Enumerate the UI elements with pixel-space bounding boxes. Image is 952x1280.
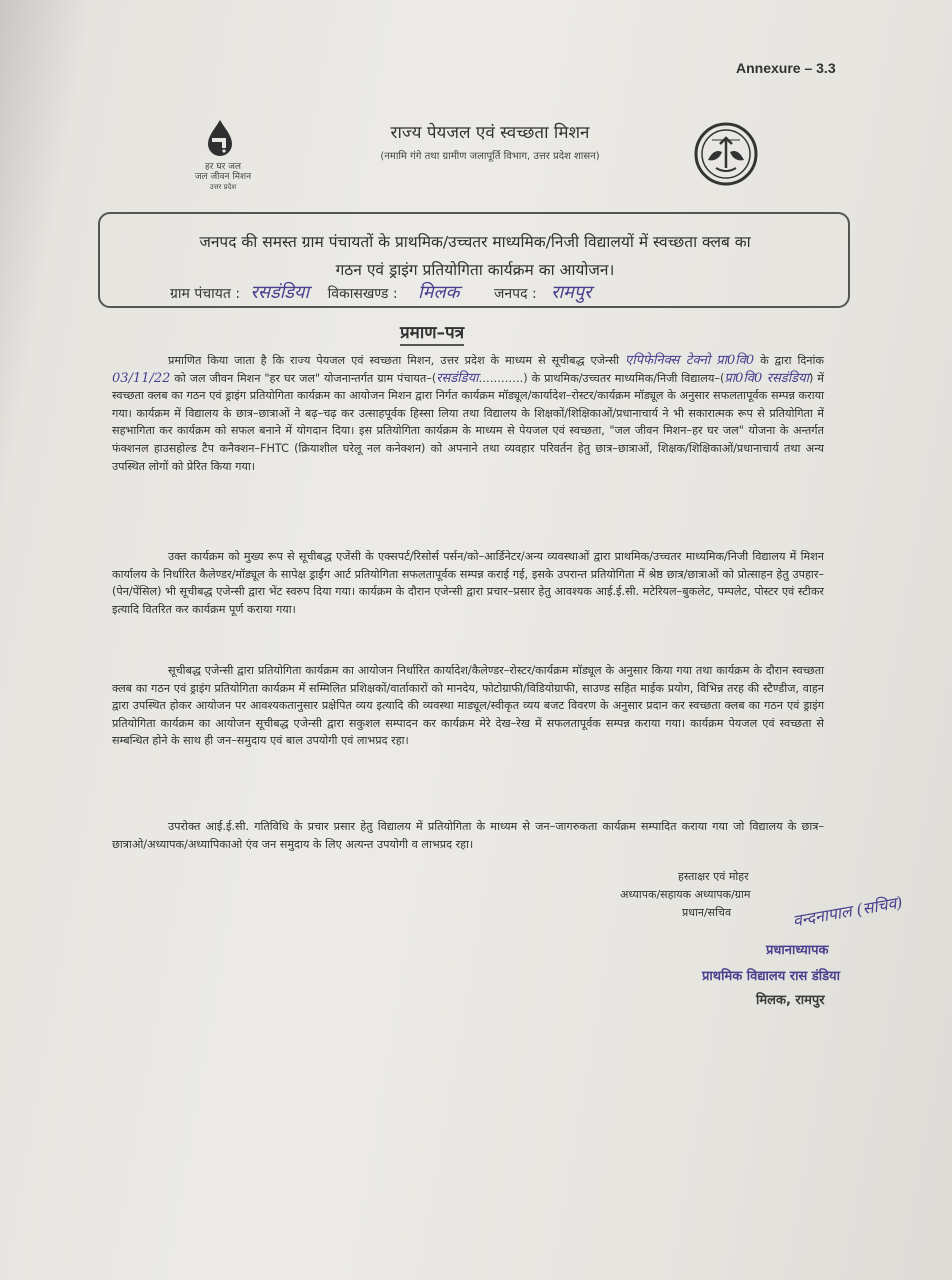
signature-label: हस्ताक्षर एवं मोहर <box>678 870 749 883</box>
para1-text-f: ) में स्वच्छता क्लब का गठन एवं ड्राइंग प्रतियोगिता कार्यक्रम का आयोजन मिशन द्वारा निर्गत कार्यक्रम मॉड्यूल/कार्यादेश–रोस्टर/कार्यक्रम मॉड्यूल के अनुसार सफलतापूर्वक सम्पन्न कराया गया। कार्यक्रम में विद्यालय के छात्र–छात्राओं ने बढ़–चढ़ कर उत्साहपूर्वक हिस्सा लिया तथा विद्यालय के शिक्षकों/शिक्षिकाओं/प्रधानाचार्य ने भी सकारात्मक रूप से प्रतियोगिता में सहभागिता कर कार्यक्रम को सफल बनाने में योगदान दिया। इस प्रतियोगिता कार्यक्रम के माध्यम से पेयजल एवं स्वच्छता, "जल जीवन मिशन–हर घर जल" योजना के अन्तर्गत फंक्शनल हाउसहोल्ड टैप कनैक्शन–FHTC (क्रियाशील घरेलू नल कनेक्शन) को अपनाने तथा व्यवहार परिवर्तन हेतु छात्र–छात्राओं, शिक्षक/शिक्षिकाओं/प्रधानाचार्य तथा अन्य उपस्थित लोगों को प्रेरित किया गया। <box>112 371 824 473</box>
water-drop-tap-icon <box>202 118 238 158</box>
stamp-designation: प्रधानाध्यापक <box>766 943 829 958</box>
program-date-handwritten: 03/11/22 <box>112 370 171 386</box>
school-short-handwritten: प्रा0वि0 <box>716 353 755 368</box>
logo-caption-line1: हर घर जल <box>205 162 241 172</box>
certificate-paragraph-1 <box>112 352 824 475</box>
janpad-label: जनपद : <box>493 286 537 302</box>
vikaskhand-label: विकासखण्ड : <box>327 286 398 302</box>
signature-designation-1: अध्यापक/सहायक अध्यापक/ग्राम <box>620 888 751 901</box>
signature-designation-2: प्रधान/सचिव <box>682 906 732 919</box>
logo-caption-line3: उत्तर प्रदेश <box>209 183 237 191</box>
gram-panchayat-label: ग्राम पंचायत : <box>170 286 241 302</box>
para1-text-c: के द्वारा दिनांक <box>754 354 824 367</box>
gram-panchayat-value: रसडंडिया <box>250 282 310 303</box>
agency-name-handwritten: एपिफेनिक्स टेक्नो <box>625 353 711 368</box>
janpad-value: रामपुर <box>551 282 592 303</box>
program-title-box <box>98 212 850 308</box>
para1-text-d: को जल जीवन मिशन "हर घर जल" योजनान्तर्गत ग्राम पंचायत–( <box>170 371 437 385</box>
handwritten-signature: वन्दनापाल (सचिव) <box>791 892 904 931</box>
gram-panchayat-handwritten: रसडंडिया <box>436 370 479 386</box>
mission-subtitle: (नमामि गंगे तथा ग्रामीण जलापूर्ति विभाग, उत्तर प्रदेश शासन) <box>380 151 600 162</box>
program-title-line1: जनपद की समस्त ग्राम पंचायतों के प्राथमिक/उच्चतर माध्यमिक/निजी विद्यालयों में स्वच्छता क्लब का <box>199 233 751 251</box>
certificate-paragraph-2: उक्त कार्यक्रम को मुख्य रूप से सूचीबद्ध एजेंसी के एक्सपर्ट/रिसोर्स पर्सन/को–आर्डिनेटर/अन्य व्यवस्थाओं द्वारा प्राथमिक/उच्चतर माध्यमिक/निजी विद्यालय में मिशन कार्यालय के निर्धारित कैलेण्डर/मॉड्यूल के सापेक्ष ड्राईंग आर्ट प्रतियोगिता सफलतापूर्वक सम्पन्न कराई गई, इसके उपरान्त प्रतियोगिता में श्रेष्ठ छात्र/छात्राओं को प्रोत्साहन हेतु उपहार–(पेन/पेंसिल) भी सूचीबद्ध एजेन्सी द्वारा भेंट स्वरुप दिया गया। कार्यक्रम के दौरान एजेन्सी द्वारा प्रचार–प्रसार हेतु आवश्यक आई.ई.सी. मटेरियल–बुकलेट, पम्पलेट, पोस्टर एवं स्टीकर इत्यादि वितरित कर कार्यक्रम पूर्ण कराया गया। <box>112 550 824 616</box>
certificate-paragraph-3: सूचीबद्ध एजेन्सी द्वारा प्रतियोगिता कार्यक्रम का आयोजन निर्धारित कार्यादेश/कैलेण्डर–रोस्टर/कार्यक्रम मॉड्यूल के अनुसार किया गया तथा कार्यक्रम के दौरान स्वच्छता क्लब का गठन एवं ड्राइंग प्रतियोगिता कार्यक्रम में सम्मिलित प्रशिक्षकों/वार्ताकारों को मानदेय, फोटोग्राफी/विडियोग्राफी, साउण्ड सहित माईक प्रयोग, विभिन्न तरह की स्टैण्डीज, वाहन द्वारा उपस्थित होकर आयोजन पर आवश्यकतानुसार प्रक्षेपित व्यय इत्यादि की व्यवस्था माड्यूल/स्वीकृत व्यय बजट विवरण के अनुसार प्रदान कर स्वच्छता क्लब का गठन एवं ड्राइंग प्रतियोगिता कार्यक्रम का आयोजन सूचीबद्ध एजेन्सी द्वारा सकुशल सम्पादन कर कार्यक्रम मेरे देख–रेख में सफलतापूर्वक सम्पन्न कराया गया। कार्यक्रम पेयजल एवं स्वच्छता से सम्बन्धित होने के साथ ही जन–समुदाय एवं बाल उपयोगी एवं लाभप्रद रहा। <box>112 664 824 748</box>
stamp-school-name: प्राथमिक विद्यालय रास डंडिया <box>702 969 840 984</box>
school-name-handwritten: प्रा0वि0 रसडंडिया <box>724 370 809 386</box>
certificate-paragraph-4: उपरोक्त आई.ई.सी. गतिविधि के प्रचार प्रसार हेतु विद्यालय में प्रतियोगिता के माध्यम से जन–जागरुकता कार्यक्रम सम्पादित कराया गया जो विद्यालय के छात्र–छात्राओ/अध्यापक/अध्यापिकाओ एंव जन समुदाय के लिए अत्यन्त उपयोगी व लाभप्रद रहा। <box>112 820 824 851</box>
logo-caption-line2: जल जीवन मिशन <box>194 172 252 182</box>
program-title-line2: गठन एवं ड्राइंग प्रतियोगिता कार्यक्रम का आयोजन। <box>335 261 615 279</box>
para1-text-e: …………) के प्राथमिक/उच्चतर माध्यमिक/निजी विद्यालय–( <box>478 371 725 385</box>
logo-caption <box>188 162 258 192</box>
stamp-location: मिलक, रामपुर <box>756 993 825 1008</box>
location-fields <box>170 280 850 304</box>
up-emblem-icon <box>694 122 758 186</box>
har-ghar-jal-logo <box>188 118 258 192</box>
certificate-title: प्रमाण–पत्र <box>400 320 464 346</box>
vikaskhand-value: मिलक <box>418 282 460 303</box>
mission-title: राज्य पेयजल एवं स्वच्छता मिशन <box>390 123 590 143</box>
para1-text-a: प्रमाणित किया जाता है कि राज्य पेयजल एवं स्वच्छता मिशन, उत्तर प्रदेश के माध्यम से सूचीबद्ध एजेन्सी <box>168 354 626 367</box>
annexure-label: Annexure – 3.3 <box>736 60 836 76</box>
